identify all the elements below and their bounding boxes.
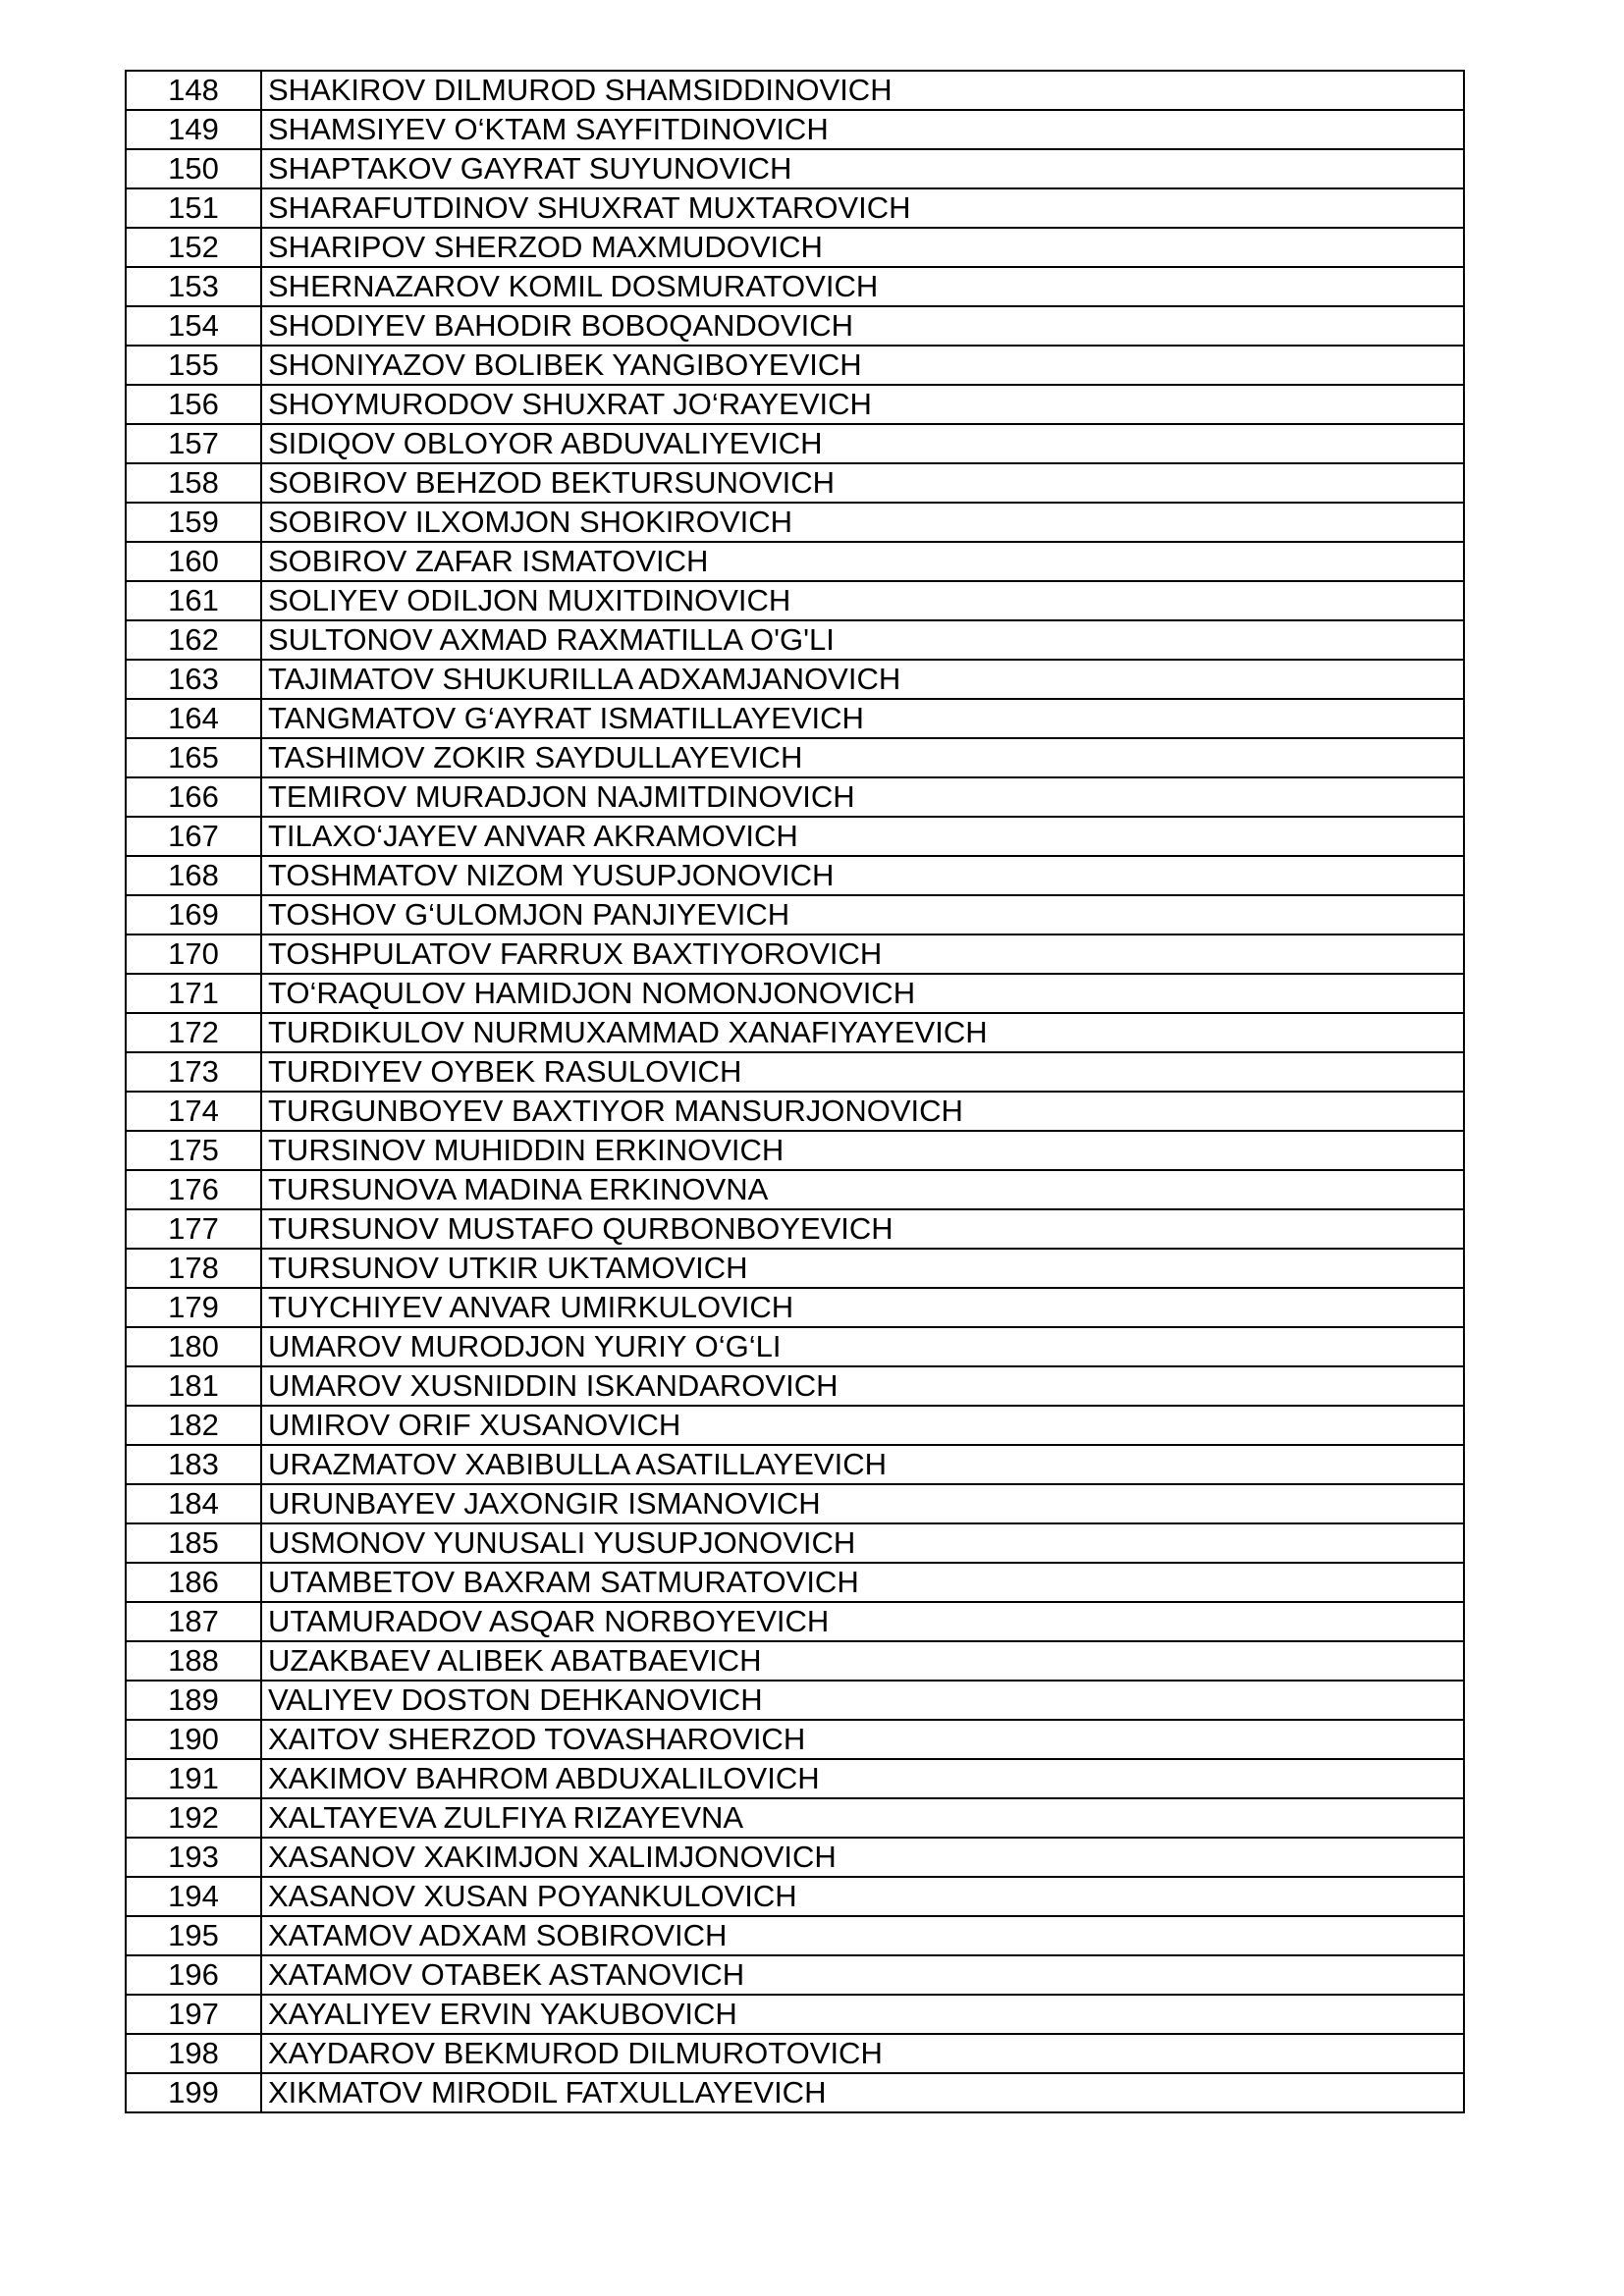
table-row xyxy=(126,1877,1464,1916)
full-name: TURDIYEV OYBEK RASULOVICH xyxy=(261,1052,1464,1092)
full-name: TOSHOV G‘ULOMJON PANJIYEVICH xyxy=(261,895,1464,934)
full-name: TO‘RAQULOV HAMIDJON NOMONJONOVICH xyxy=(261,974,1464,1013)
table-row xyxy=(126,149,1464,188)
full-name: URAZMATOV XABIBULLA ASATILLAYEVICH xyxy=(261,1445,1464,1484)
full-name: XIKMATOV MIRODIL FATXULLAYEVICH xyxy=(261,2073,1464,2112)
row-number: 184 xyxy=(126,1484,261,1523)
table-row xyxy=(126,1170,1464,1209)
row-number: 155 xyxy=(126,346,261,385)
full-name: XASANOV XUSAN POYANKULOVICH xyxy=(261,1877,1464,1916)
full-name: TUYCHIYEV ANVAR UMIRKULOVICH xyxy=(261,1288,1464,1327)
row-number: 160 xyxy=(126,542,261,581)
row-number: 170 xyxy=(126,934,261,974)
row-number: 185 xyxy=(126,1523,261,1563)
full-name: XATAMOV OTABEK ASTANOVICH xyxy=(261,1955,1464,1995)
table-row xyxy=(126,463,1464,503)
full-name: UZAKBAEV ALIBEK ABATBAEVICH xyxy=(261,1641,1464,1681)
table-row xyxy=(126,71,1464,110)
table-row xyxy=(126,1641,1464,1681)
row-number: 149 xyxy=(126,110,261,149)
table-row xyxy=(126,1131,1464,1170)
row-number: 191 xyxy=(126,1759,261,1798)
row-number: 162 xyxy=(126,620,261,660)
table-row xyxy=(126,660,1464,699)
table-row xyxy=(126,1052,1464,1092)
full-name: UMAROV MURODJON YURIY O‘G‘LI xyxy=(261,1327,1464,1366)
full-name: VALIYEV DOSTON DEHKANOVICH xyxy=(261,1681,1464,1720)
full-name: XAYDAROV BEKMUROD DILMUROTOVICH xyxy=(261,2034,1464,2073)
table-row xyxy=(126,2034,1464,2073)
row-number: 152 xyxy=(126,228,261,267)
table-row xyxy=(126,1602,1464,1641)
full-name: UTAMURADOV ASQAR NORBOYEVICH xyxy=(261,1602,1464,1641)
table-row xyxy=(126,1995,1464,2034)
full-name: SHOYMURODOV SHUXRAT JO‘RAYEVICH xyxy=(261,385,1464,424)
row-number: 168 xyxy=(126,856,261,895)
table-body xyxy=(126,71,1464,2112)
table-row xyxy=(126,974,1464,1013)
row-number: 163 xyxy=(126,660,261,699)
table-row xyxy=(126,228,1464,267)
row-number: 181 xyxy=(126,1366,261,1406)
row-number: 159 xyxy=(126,503,261,542)
table-row xyxy=(126,1563,1464,1602)
full-name: TEMIROV MURADJON NAJMITDINOVICH xyxy=(261,777,1464,817)
table-row xyxy=(126,1209,1464,1249)
full-name: TURSUNOVA MADINA ERKINOVNA xyxy=(261,1170,1464,1209)
row-number: 165 xyxy=(126,738,261,777)
full-name: SHAKIROV DILMUROD SHAMSIDDINOVICH xyxy=(261,71,1464,110)
table-row xyxy=(126,1013,1464,1052)
row-number: 156 xyxy=(126,385,261,424)
table-row xyxy=(126,1406,1464,1445)
full-name: UMAROV XUSNIDDIN ISKANDAROVICH xyxy=(261,1366,1464,1406)
full-name: SHERNAZAROV KOMIL DOSMURATOVICH xyxy=(261,267,1464,306)
row-number: 189 xyxy=(126,1681,261,1720)
full-name: SOBIROV BEHZOD BEKTURSUNOVICH xyxy=(261,463,1464,503)
full-name: TOSHMATOV NIZOM YUSUPJONOVICH xyxy=(261,856,1464,895)
row-number: 171 xyxy=(126,974,261,1013)
row-number: 175 xyxy=(126,1131,261,1170)
table-row xyxy=(126,1445,1464,1484)
full-name: XAYALIYEV ERVIN YAKUBOVICH xyxy=(261,1995,1464,2034)
full-name: SHAPTAKOV GAYRAT SUYUNOVICH xyxy=(261,149,1464,188)
full-name: SULTONOV AXMAD RAXMATILLA O'G'LI xyxy=(261,620,1464,660)
table-row xyxy=(126,1523,1464,1563)
full-name: XAITOV SHERZOD TOVASHAROVICH xyxy=(261,1720,1464,1759)
table-row xyxy=(126,188,1464,228)
table-row xyxy=(126,2073,1464,2112)
row-number: 178 xyxy=(126,1249,261,1288)
row-number: 183 xyxy=(126,1445,261,1484)
full-name: TAJIMATOV SHUKURILLA ADXAMJANOVICH xyxy=(261,660,1464,699)
row-number: 190 xyxy=(126,1720,261,1759)
row-number: 164 xyxy=(126,699,261,738)
row-number: 169 xyxy=(126,895,261,934)
row-number: 154 xyxy=(126,306,261,346)
table-row xyxy=(126,1838,1464,1877)
table-row xyxy=(126,424,1464,463)
table-row xyxy=(126,1288,1464,1327)
full-name: XASANOV XAKIMJON XALIMJONOVICH xyxy=(261,1838,1464,1877)
row-number: 166 xyxy=(126,777,261,817)
table-row xyxy=(126,699,1464,738)
full-name: SOBIROV ZAFAR ISMATOVICH xyxy=(261,542,1464,581)
row-number: 188 xyxy=(126,1641,261,1681)
full-name: TILAXO‘JAYEV ANVAR AKRAMOVICH xyxy=(261,817,1464,856)
row-number: 157 xyxy=(126,424,261,463)
full-name: SOLIYEV ODILJON MUXITDINOVICH xyxy=(261,581,1464,620)
row-number: 198 xyxy=(126,2034,261,2073)
full-name: SOBIROV ILXOMJON SHOKIROVICH xyxy=(261,503,1464,542)
table-row xyxy=(126,817,1464,856)
full-name: URUNBAYEV JAXONGIR ISMANOVICH xyxy=(261,1484,1464,1523)
full-name: SHARAFUTDINOV SHUXRAT MUXTAROVICH xyxy=(261,188,1464,228)
full-name: UMIROV ORIF XUSANOVICH xyxy=(261,1406,1464,1445)
row-number: 179 xyxy=(126,1288,261,1327)
row-number: 177 xyxy=(126,1209,261,1249)
table-row xyxy=(126,1916,1464,1955)
full-name: TOSHPULATOV FARRUX BAXTIYOROVICH xyxy=(261,934,1464,974)
row-number: 151 xyxy=(126,188,261,228)
table-row xyxy=(126,542,1464,581)
full-name: TURGUNBOYEV BAXTIYOR MANSURJONOVICH xyxy=(261,1092,1464,1131)
row-number: 148 xyxy=(126,71,261,110)
table-row xyxy=(126,1720,1464,1759)
full-name: XATAMOV ADXAM SOBIROVICH xyxy=(261,1916,1464,1955)
full-name: TANGMATOV G‘AYRAT ISMATILLAYEVICH xyxy=(261,699,1464,738)
full-name: TASHIMOV ZOKIR SAYDULLAYEVICH xyxy=(261,738,1464,777)
row-number: 197 xyxy=(126,1995,261,2034)
table-row xyxy=(126,620,1464,660)
row-number: 167 xyxy=(126,817,261,856)
table-row xyxy=(126,1249,1464,1288)
row-number: 194 xyxy=(126,1877,261,1916)
full-name: XAKIMOV BAHROM ABDUXALILOVICH xyxy=(261,1759,1464,1798)
table-row xyxy=(126,267,1464,306)
row-number: 199 xyxy=(126,2073,261,2112)
table-row xyxy=(126,856,1464,895)
row-number: 186 xyxy=(126,1563,261,1602)
table-row xyxy=(126,1955,1464,1995)
row-number: 193 xyxy=(126,1838,261,1877)
row-number: 174 xyxy=(126,1092,261,1131)
row-number: 173 xyxy=(126,1052,261,1092)
full-name: SHODIYEV BAHODIR BOBOQANDOVICH xyxy=(261,306,1464,346)
table-row xyxy=(126,934,1464,974)
full-name: SHAMSIYEV O‘KTAM SAYFITDINOVICH xyxy=(261,110,1464,149)
full-name: SHARIPOV SHERZOD MAXMUDOVICH xyxy=(261,228,1464,267)
row-number: 196 xyxy=(126,1955,261,1995)
full-name: USMONOV YUNUSALI YUSUPJONOVICH xyxy=(261,1523,1464,1563)
table-row xyxy=(126,777,1464,817)
row-number: 150 xyxy=(126,149,261,188)
full-name: XALTAYEVA ZULFIYA RIZAYEVNA xyxy=(261,1798,1464,1838)
row-number: 153 xyxy=(126,267,261,306)
row-number: 187 xyxy=(126,1602,261,1641)
row-number: 158 xyxy=(126,463,261,503)
table-row xyxy=(126,1484,1464,1523)
full-name: SHONIYAZOV BOLIBEK YANGIBOYEVICH xyxy=(261,346,1464,385)
table-row xyxy=(126,385,1464,424)
row-number: 161 xyxy=(126,581,261,620)
table-row xyxy=(126,581,1464,620)
row-number: 180 xyxy=(126,1327,261,1366)
row-number: 195 xyxy=(126,1916,261,1955)
table-row xyxy=(126,1798,1464,1838)
table-row xyxy=(126,1366,1464,1406)
row-number: 192 xyxy=(126,1798,261,1838)
row-number: 176 xyxy=(126,1170,261,1209)
table-row xyxy=(126,346,1464,385)
table-row xyxy=(126,895,1464,934)
full-name: TURSINOV MUHIDDIN ERKINOVICH xyxy=(261,1131,1464,1170)
table-row xyxy=(126,503,1464,542)
full-name: SIDIQOV OBLOYOR ABDUVALIYEVICH xyxy=(261,424,1464,463)
table-row xyxy=(126,1327,1464,1366)
table-row xyxy=(126,738,1464,777)
row-number: 172 xyxy=(126,1013,261,1052)
table-row xyxy=(126,306,1464,346)
table-row xyxy=(126,1759,1464,1798)
table-row xyxy=(126,110,1464,149)
name-list-table xyxy=(125,70,1465,2113)
full-name: TURSUNOV UTKIR UKTAMOVICH xyxy=(261,1249,1464,1288)
full-name: UTAMBETOV BAXRAM SATMURATOVICH xyxy=(261,1563,1464,1602)
row-number: 182 xyxy=(126,1406,261,1445)
full-name: TURSUNOV MUSTAFO QURBONBOYEVICH xyxy=(261,1209,1464,1249)
table-row xyxy=(126,1092,1464,1131)
table-row xyxy=(126,1681,1464,1720)
full-name: TURDIKULOV NURMUXAMMAD XANAFIYAYEVICH xyxy=(261,1013,1464,1052)
